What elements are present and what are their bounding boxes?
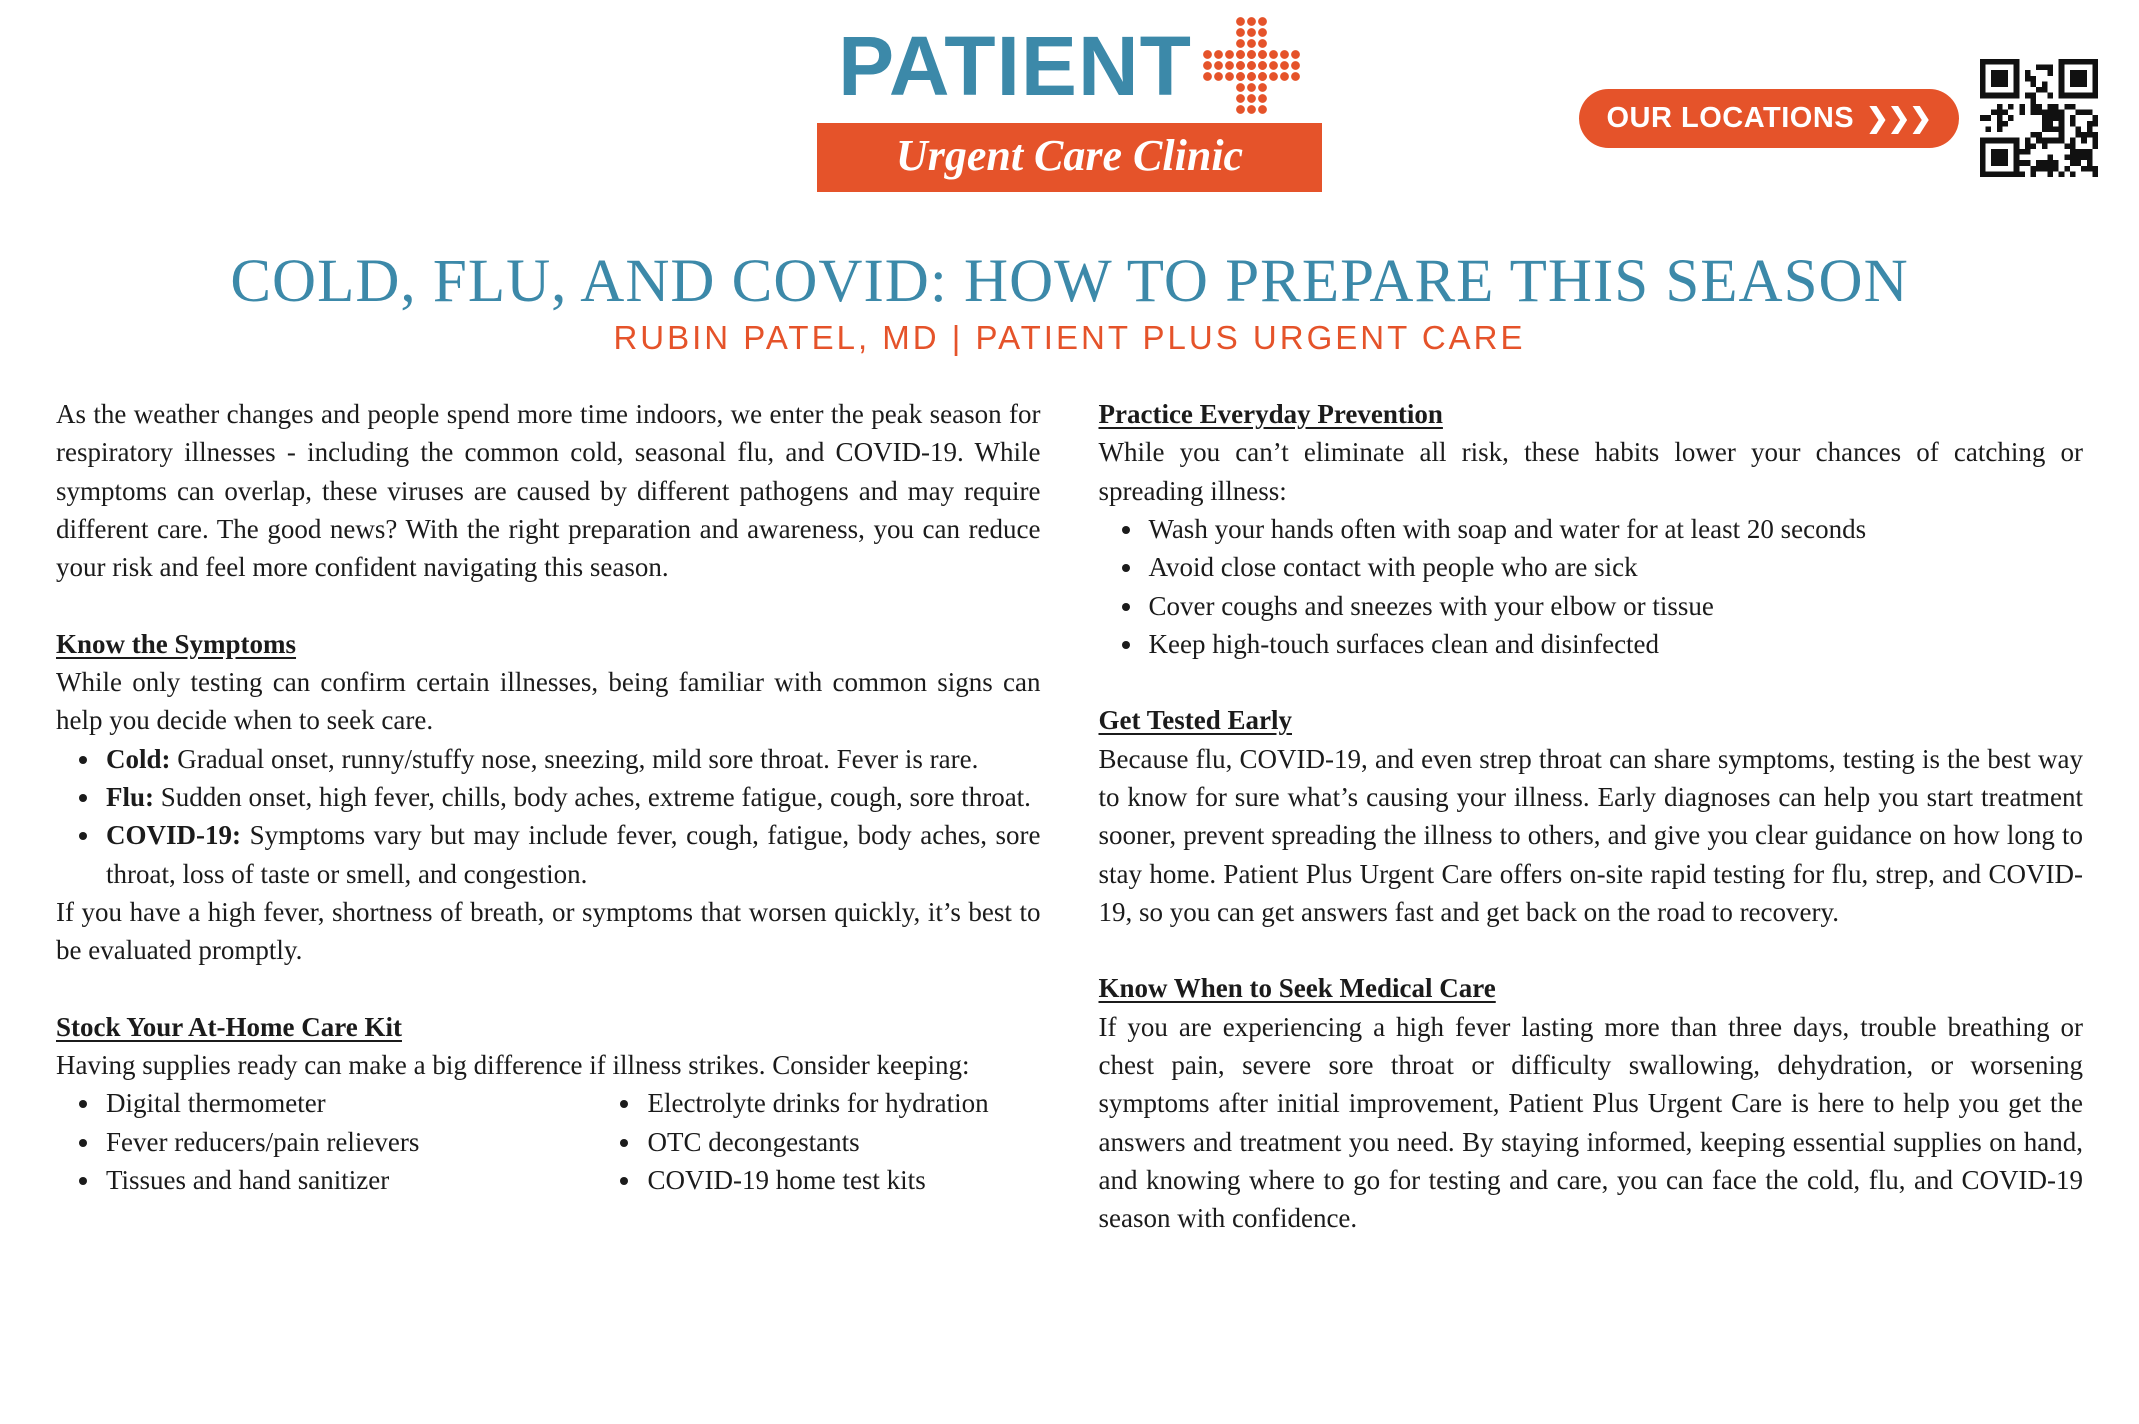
list-item xyxy=(102,740,1041,778)
logo-row xyxy=(817,16,1322,115)
care-kit-list-2 xyxy=(597,1084,1040,1199)
care-kit-lead: Having supplies ready can make a big difference if illness strikes. Consider keeping: xyxy=(56,1050,970,1081)
bullet-text: Sudden onset, high fever, chills, body aches, extreme fatigue, cough, sore throat. xyxy=(160,782,1031,813)
triple-chevron-icon: ❯❯❯ xyxy=(1866,102,1931,133)
bullet-label: COVID-19: xyxy=(106,820,241,851)
section-heading-know-the-symptoms: Know the Symptoms xyxy=(56,628,297,659)
our-locations-button[interactable] xyxy=(1579,89,1960,148)
list-item: • Digital thermometer xyxy=(102,1084,597,1122)
logo-wordmark: PATIENT xyxy=(838,18,1192,113)
symptoms-note: If you have a high fever, shortness of breath, or symptoms that worsen quickly, it’s best to be evaluated promptly. xyxy=(56,897,1041,966)
header-right xyxy=(1579,56,2102,180)
section-heading-get-tested: Get Tested Early xyxy=(1098,705,1292,736)
care-kit-list-1 xyxy=(56,1084,597,1199)
symptoms-lead: While only testing can confirm certain illnesses, being familiar with common signs can help you decide when to seek care. xyxy=(56,667,1041,736)
list-item: • Wash your hands often with soap and water for at least 20 seconds xyxy=(1145,510,2084,548)
page-title: COLD, FLU, AND COVID: HOW TO PREPARE THIS SEASON xyxy=(230,248,1909,315)
seek-care-paragraph: If you are experiencing a high fever lasting more than three days, trouble breathing or chest pain, severe sore throat or difficulty swallowing, dehydration, or worsening symptoms after initial improvement, Patient Plus Urgent Care is here to help you get the answers and treatment you need. By staying informed, keeping essential supplies on hand, and knowing where to go for testing and care, you can face the cold, flu, and COVID-19 season with confidence. xyxy=(1098,1011,2083,1234)
list-item: • OTC decongestants xyxy=(643,1123,1040,1161)
qr-code xyxy=(1977,56,2101,180)
care-kit-lists xyxy=(56,1084,1041,1199)
list-item: • Fever reducers/pain relievers xyxy=(102,1123,597,1161)
section-heading-prevention: Practice Everyday Prevention xyxy=(1098,399,1443,430)
list-item: • Cover coughs and sneezes with your elbow or tissue xyxy=(1145,587,2084,625)
bullet-text: Gradual onset, runny/stuffy nose, sneezing, mild sore throat. Fever is rare. xyxy=(177,743,979,774)
left-column xyxy=(56,395,1041,1238)
bullet-text: Symptoms vary but may include fever, cough, fatigue, body aches, sore throat, loss of taste or smell, and congestion. xyxy=(106,820,1041,889)
list-item xyxy=(102,816,1041,893)
header xyxy=(56,16,2083,214)
logo-tagline: Urgent Care Clinic xyxy=(817,123,1322,192)
list-item: • Avoid close contact with people who are sick xyxy=(1145,548,2084,586)
section-heading-seek-care: Know When to Seek Medical Care xyxy=(1098,973,1496,1004)
our-locations-label: OUR LOCATIONS xyxy=(1606,101,1855,134)
list-item: • Keep high-touch surfaces clean and disinfected xyxy=(1145,625,2084,663)
bullet-label: Cold: xyxy=(106,743,171,774)
article-body xyxy=(56,395,2083,1238)
testing-paragraph: Because flu, COVID-19, and even strep throat can share symptoms, testing is the best way to know for sure what’s causing your illness. Early diagnoses can help you start treatment sooner, prevent spreading the illness to others, and give you clear guidance on how long to stay home. Patient Plus Urgent Care offers on-site rapid testing for flu, strep, and COVID-19, so you can get answers fast and get back on the road to recovery. xyxy=(1098,743,2083,928)
right-column xyxy=(1099,395,2084,1238)
medical-plus-dots-icon xyxy=(1202,16,1301,115)
intro-paragraph: As the weather changes and people spend more time indoors, we enter the peak season for respiratory illnesses - including the common cold, seasonal flu, and COVID-19. While symptoms can overlap, these viruses are caused by different pathogens and may require different care. The good news? With the right preparation and awareness, you can reduce your risk and feel more confident navigating this season. xyxy=(56,399,1041,583)
bullet-label: Flu: xyxy=(106,782,155,813)
prevention-list xyxy=(1099,510,2084,663)
byline: RUBIN PATEL, MD | PATIENT PLUS URGENT CARE xyxy=(613,319,1526,357)
list-item xyxy=(102,778,1041,816)
prevention-lead: While you can’t eliminate all risk, these habits lower your chances of catching or spreading illness: xyxy=(1098,437,2083,506)
list-item: • Electrolyte drinks for hydration xyxy=(643,1084,1040,1122)
list-item: • COVID-19 home test kits xyxy=(643,1161,1040,1199)
list-item: • Tissues and hand sanitizer xyxy=(102,1161,597,1199)
clinic-logo xyxy=(817,16,1322,192)
section-heading-care-kit: Stock Your At-Home Care Kit xyxy=(56,1011,402,1042)
symptoms-list xyxy=(56,740,1041,893)
